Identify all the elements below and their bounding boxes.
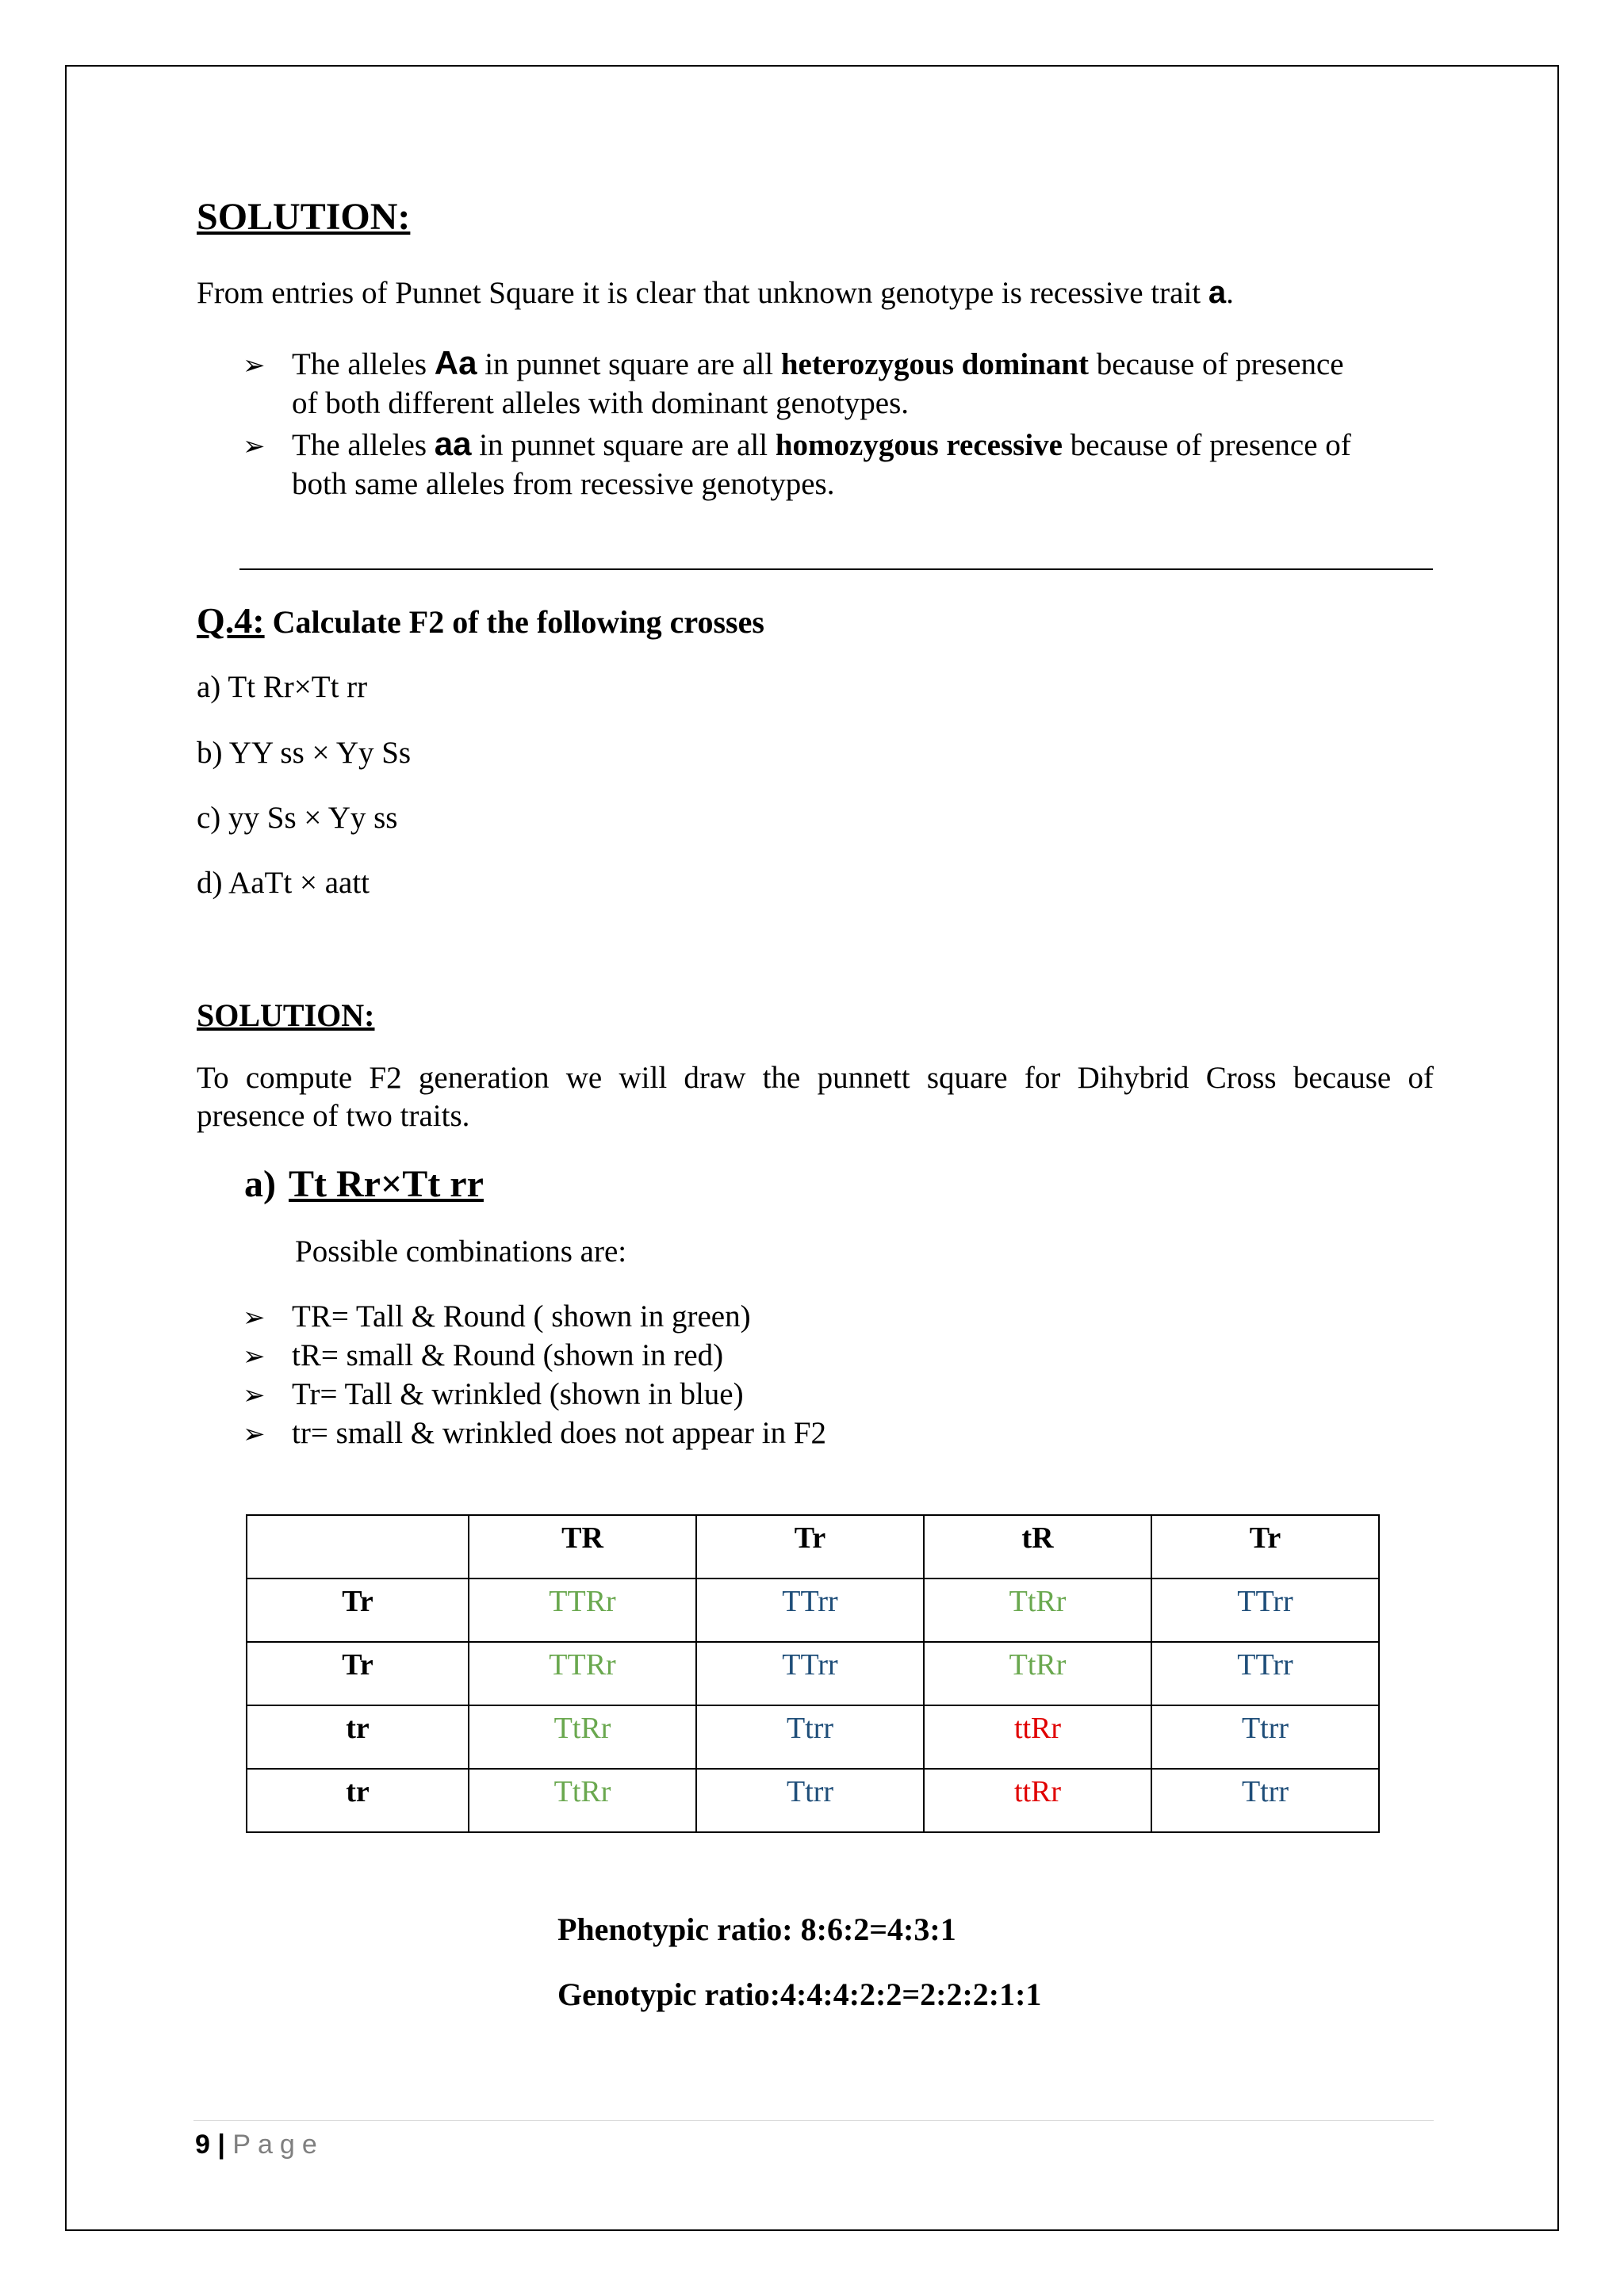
intro-paragraph: From entries of Punnet Square it is clear that unknown genotype is recessive trait a. (197, 275, 1234, 310)
arrow-bullet-icon: ➢ (243, 1380, 266, 1411)
arrow-bullet-icon: ➢ (243, 430, 266, 462)
column-header: tR (924, 1515, 1151, 1578)
bullet-homozygous: ➢ The alleles aa in punnet square are all homozygous recessive because of presence of both same alleles from recessive genotypes. (243, 425, 1351, 501)
table-row (247, 1578, 1379, 1642)
row-header: Tr (247, 1578, 469, 1642)
table-cell: Ttrr (696, 1705, 924, 1769)
table-cell: TTrr (1151, 1578, 1379, 1642)
table-corner-cell (247, 1515, 469, 1578)
arrow-bullet-icon: ➢ (243, 1341, 266, 1372)
bullet-heterozygous: ➢ The alleles Aa in punnet square are all heterozygous dominant because of presence of both different alleles with dominant genotypes. (243, 344, 1344, 420)
table-header-row (247, 1515, 1379, 1578)
footer-divider (193, 2120, 1434, 2121)
page-footer (195, 2130, 324, 2160)
table-row (247, 1769, 1379, 1832)
list-item: ➢ Tr= Tall & wrinkled (shown in blue) (243, 1376, 826, 1414)
table-cell: TtRr (469, 1769, 696, 1832)
table-cell: TTrr (1151, 1642, 1379, 1705)
table-cell: TTRr (469, 1642, 696, 1705)
arrow-bullet-icon: ➢ (243, 1302, 266, 1334)
compute-paragraph: To compute F2 generation we will draw the punnett square for Dihybrid Cross because of presence of two traits. (197, 1061, 1434, 1133)
solution-heading: SOLUTION: (197, 196, 411, 238)
table-cell: TtRr (469, 1705, 696, 1769)
table-cell: TTRr (469, 1578, 696, 1642)
genotypic-ratio: Genotypic ratio:4:4:4:2:2=2:2:2:1:1 (557, 1976, 1042, 2012)
column-header: TR (469, 1515, 696, 1578)
table-row (247, 1705, 1379, 1769)
table-cell: TtRr (924, 1578, 1151, 1642)
question-item-c: c) yy Ss × Yy ss (197, 801, 398, 835)
column-header: Tr (1151, 1515, 1379, 1578)
table-cell: Ttrr (696, 1769, 924, 1832)
page-word: Page (232, 2130, 324, 2160)
arrow-bullet-icon: ➢ (243, 350, 266, 381)
table-cell: ttRr (924, 1769, 1151, 1832)
column-header: Tr (696, 1515, 924, 1578)
question-heading: Q.4: Calculate F2 of the following crosses (197, 600, 764, 641)
table-cell: ttRr (924, 1705, 1151, 1769)
arrow-bullet-icon: ➢ (243, 1418, 266, 1450)
phenotypic-ratio: Phenotypic ratio: 8:6:2=4:3:1 (557, 1911, 956, 1947)
question-item-b: b) YY ss × Yy Ss (197, 736, 412, 770)
section-divider (239, 568, 1433, 570)
page-number: 9 (195, 2130, 210, 2160)
row-header: tr (247, 1769, 469, 1832)
possible-combinations-label: Possible combinations are: (295, 1234, 627, 1269)
table-cell: Ttrr (1151, 1705, 1379, 1769)
punnett-square-table (246, 1514, 1380, 1833)
table-cell: Ttrr (1151, 1769, 1379, 1832)
list-item: ➢ tr= small & wrinkled does not appear in F2 (243, 1414, 826, 1453)
row-header: Tr (247, 1642, 469, 1705)
row-header: tr (247, 1705, 469, 1769)
list-item: ➢ TR= Tall & Round ( shown in green) (243, 1298, 826, 1337)
table-row (247, 1642, 1379, 1705)
table-cell: TtRr (924, 1642, 1151, 1705)
footer-separator: | (217, 2130, 225, 2160)
list-item: ➢ tR= small & Round (shown in red) (243, 1337, 826, 1376)
question-item-a: a) Tt Rr×Tt rr (197, 670, 368, 704)
part-a-heading: a) Tt Rr×Tt rr (244, 1163, 484, 1205)
table-cell: TTrr (696, 1642, 924, 1705)
solution-heading-2: SOLUTION: (197, 997, 375, 1033)
question-item-d: d) AaTt × aatt (197, 866, 370, 900)
table-cell: TTrr (696, 1578, 924, 1642)
combinations-list (243, 1298, 826, 1453)
